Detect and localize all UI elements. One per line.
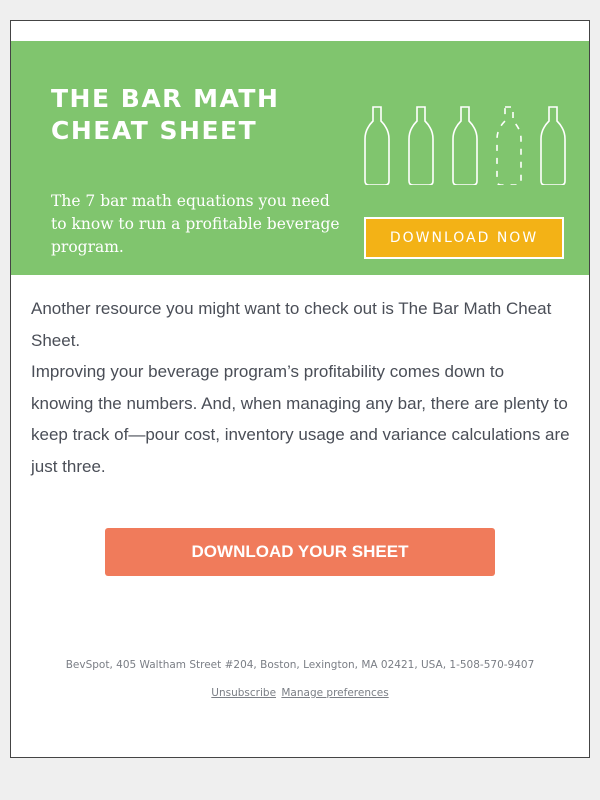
body-paragraph: Improving your beverage program’s profitability comes down to knowing the numbers. And, when managing any bar, there are plenty to keep track of—pour cost, inventory usage and variance calculations are just three.	[31, 362, 570, 476]
download-now-button[interactable]: DOWNLOAD NOW	[364, 217, 564, 259]
hero-title	[51, 83, 331, 147]
hero-title-line2: CHEAT SHEET	[51, 116, 258, 145]
bottle-icon	[409, 107, 433, 185]
dashed-bottle-icon	[497, 107, 521, 185]
email-container	[10, 20, 590, 758]
bottles-illustration	[363, 105, 573, 185]
body-text	[31, 293, 571, 483]
unsubscribe-link[interactable]: Unsubscribe	[211, 687, 277, 699]
bottle-icon	[365, 107, 389, 185]
manage-preferences-link[interactable]: Manage preferences	[281, 687, 389, 699]
download-your-sheet-button[interactable]: DOWNLOAD YOUR SHEET	[105, 528, 495, 576]
footer-links	[11, 687, 589, 699]
body-paragraph: Another resource you might want to check out is The Bar Math Cheat Sheet.	[31, 299, 552, 350]
hero-subtitle: The 7 bar math equations you need to know to run a profitable beverage program.	[51, 192, 340, 256]
footer-address: BevSpot, 405 Waltham Street #204, Boston, Lexington, MA 02421, USA, 1-508-570-9407	[65, 659, 535, 671]
bottle-icon	[541, 107, 565, 185]
hero-banner	[11, 41, 589, 275]
bottle-icon	[453, 107, 477, 185]
hero-title-line1: THE BAR MATH	[51, 84, 280, 113]
